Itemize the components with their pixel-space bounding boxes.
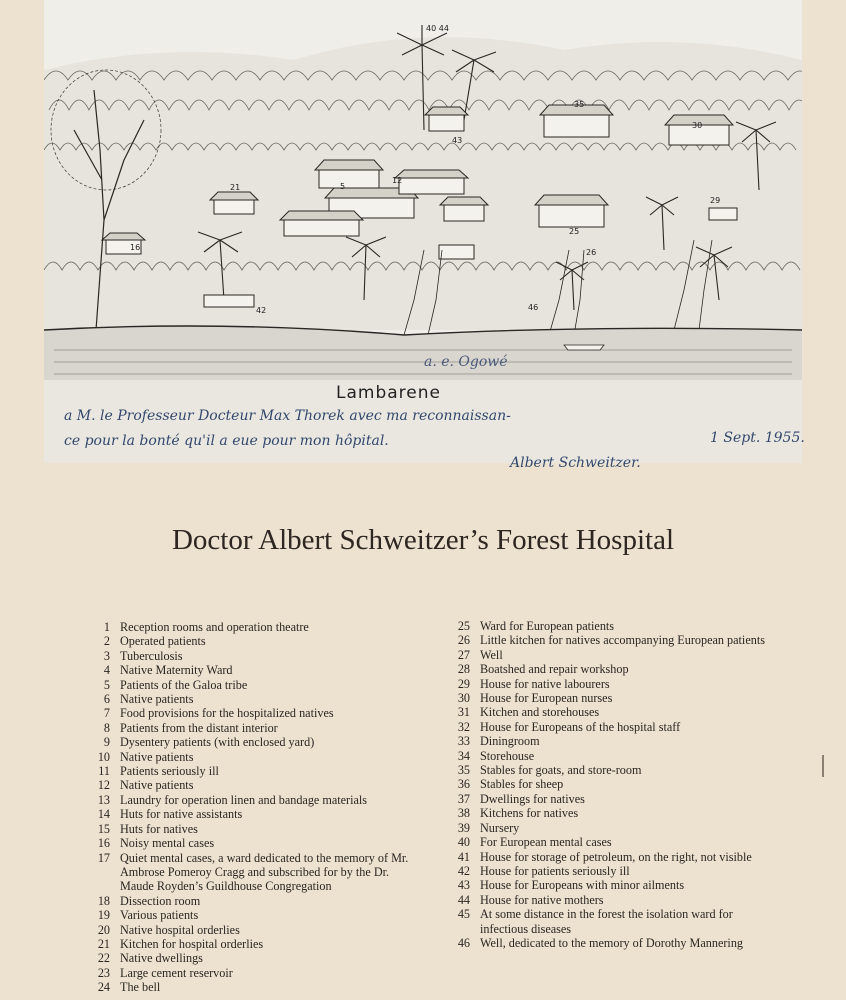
legend-text: Patients from the distant interior: [120, 720, 278, 735]
legend-text: Large cement reservoir: [120, 965, 233, 980]
legend-text: House for native mothers: [480, 892, 604, 907]
legend-text: Operated patients: [120, 634, 206, 649]
legend-item: [448, 835, 778, 849]
legend-item: [88, 764, 418, 778]
legend-text: Various patients: [120, 908, 199, 923]
legend-item: [448, 662, 778, 676]
legend-item: [448, 864, 778, 878]
legend-text: Patients of the Galoa tribe: [120, 677, 248, 692]
legend-item: [88, 937, 418, 951]
legend-number: 46: [457, 935, 470, 950]
legend-number: 18: [97, 893, 110, 908]
legend-text: Native Maternity Ward: [120, 663, 233, 678]
legend-text: House for native labourers: [480, 676, 610, 691]
legend-item: [448, 821, 778, 835]
legend-item: [448, 648, 778, 662]
legend-text: Well, dedicated to the memory of Dorothy Mannering: [480, 935, 744, 950]
legend-text: The bell: [120, 980, 161, 995]
handwritten-dedication: [0, 400, 846, 480]
legend-number: 40: [457, 835, 470, 850]
map-label-12: 12: [392, 176, 403, 185]
legend-item: [88, 923, 418, 937]
legend-number: 15: [97, 821, 110, 836]
map-label-46: 46: [528, 303, 539, 312]
dedication-signature: Albert Schweitzer.: [510, 455, 641, 471]
legend-text: Tuberculosis: [120, 648, 183, 663]
legend-item: [448, 806, 778, 820]
legend-text: Laundry for operation linen and bandage materials: [120, 792, 368, 807]
legend-text: Kitchen and storehouses: [480, 705, 600, 720]
legend-number: 25: [457, 619, 470, 633]
legend-item: [88, 980, 418, 994]
legend-left-column: [88, 620, 418, 995]
legend-item: [448, 633, 778, 647]
legend-number: 14: [97, 807, 110, 822]
legend-number: 35: [457, 763, 470, 778]
dedication-date: 1 Sept. 1955.: [710, 430, 805, 446]
legend-item: [88, 706, 418, 720]
map-label-29: 29: [710, 196, 721, 205]
legend-right-column: [448, 619, 778, 950]
legend-number: 41: [457, 849, 470, 864]
legend-number: 19: [97, 908, 110, 923]
legend-number: 29: [457, 676, 470, 691]
legend-number: 31: [457, 705, 470, 720]
legend-item: [88, 620, 418, 634]
legend-text: House for Europeans with minor ailments: [480, 878, 685, 893]
legend-text: Native patients: [120, 749, 194, 764]
map-label-35: 35: [574, 100, 585, 109]
legend-item: [448, 936, 778, 950]
legend-item: [448, 907, 778, 936]
legend-text: Diningroom: [480, 734, 540, 749]
legend-number: 17: [97, 850, 110, 865]
legend-number: 21: [97, 936, 110, 951]
legend-item: [448, 763, 778, 777]
legend-item: [88, 692, 418, 706]
legend-number: 32: [457, 719, 470, 734]
legend-number: 22: [97, 951, 110, 966]
legend-item: [88, 778, 418, 792]
margin-mark: [822, 755, 824, 777]
legend-item: [448, 878, 778, 892]
legend-text: For European mental cases: [480, 835, 612, 850]
legend-number: 9: [103, 735, 110, 750]
legend-number: 8: [103, 720, 110, 735]
legend-text: House for Europeans of the hospital staff: [480, 719, 681, 734]
legend-text: Stables for goats, and store-room: [480, 763, 642, 778]
legend-number: 2: [103, 634, 110, 649]
legend-text: Noisy mental cases: [120, 836, 215, 851]
legend-text: Boatshed and repair workshop: [480, 662, 629, 677]
legend-text: Dysentery patients (with enclosed yard): [120, 735, 315, 750]
legend-item: [448, 792, 778, 806]
map-label-30: 30: [692, 121, 703, 130]
legend-number: 28: [457, 662, 470, 677]
legend-item: [88, 894, 418, 908]
legend-text: House for patients seriously ill: [480, 863, 630, 878]
map-label-25: 25: [569, 227, 580, 236]
legend-number: 45: [457, 907, 470, 922]
legend-item: [448, 619, 778, 633]
legend-text: Native hospital orderlies: [120, 922, 240, 937]
legend-number: 5: [103, 677, 110, 692]
legend-text: Quiet mental cases, a ward dedicated to the memory of Mr. Ambrose Pomeroy Cragg and subscribed for by the Dr. Maude Royden’s Guildhouse Congregation: [120, 850, 409, 894]
legend-item: [88, 634, 418, 648]
legend-text: Dwellings for natives: [480, 791, 585, 806]
map-label-43: 43: [452, 136, 463, 145]
legend-text: Little kitchen for natives accompanying European patients: [480, 633, 765, 648]
legend-number: 44: [457, 892, 470, 907]
legend-item: [88, 678, 418, 692]
legend-number: 37: [457, 791, 470, 806]
legend-number: 23: [97, 965, 110, 980]
map-label-5: 5: [340, 182, 346, 191]
legend-text: Kitchen for hospital orderlies: [120, 936, 264, 951]
legend-number: 10: [97, 749, 110, 764]
legend-item: [448, 850, 778, 864]
legend-item: [88, 735, 418, 749]
dedication-line-1: a M. le Professeur Docteur Max Thorek avec ma reconnaissan-: [64, 408, 511, 424]
legend-item: [88, 951, 418, 965]
legend-text: Food provisions for the hospitalized natives: [120, 706, 334, 721]
legend-item: [88, 908, 418, 922]
legend-number: 6: [103, 692, 110, 707]
legend-item: [88, 822, 418, 836]
legend-item: [448, 705, 778, 719]
legend-number: 16: [97, 836, 110, 851]
dedication-line-2: ce pour la bonté qu'il a eue pour mon hôpital.: [64, 433, 389, 449]
legend-number: 38: [457, 806, 470, 821]
legend-text: Dissection room: [120, 893, 201, 908]
legend-text: Well: [480, 647, 503, 662]
legend-item: [88, 793, 418, 807]
legend-item: [88, 807, 418, 821]
legend-number: 26: [457, 633, 470, 648]
river-label: a. e. Ogowé: [424, 354, 508, 370]
legend-number: 34: [457, 748, 470, 763]
legend-item: [88, 836, 418, 850]
legend-number: 7: [103, 706, 110, 721]
legend-text: Huts for natives: [120, 821, 198, 836]
legend-number: 12: [97, 778, 110, 793]
legend-item: [88, 750, 418, 764]
legend-text: Huts for native assistants: [120, 807, 243, 822]
legend-number: 36: [457, 777, 470, 792]
legend-number: 27: [457, 647, 470, 662]
legend-item: [448, 777, 778, 791]
legend-number: 24: [97, 980, 110, 995]
legend-item: [448, 749, 778, 763]
legend-number: 20: [97, 922, 110, 937]
legend-item: [448, 720, 778, 734]
legend-text: Nursery: [480, 820, 520, 835]
legend-number: 42: [457, 863, 470, 878]
legend-text: Native patients: [120, 692, 194, 707]
legend-number: 4: [103, 663, 110, 678]
legend-item: [448, 677, 778, 691]
legend-number: 39: [457, 820, 470, 835]
legend-text: At some distance in the forest the isolation ward for infectious diseases: [480, 907, 733, 936]
legend-number: 33: [457, 734, 470, 749]
legend-number: 3: [103, 648, 110, 663]
legend-item: [88, 721, 418, 735]
legend-text: Native patients: [120, 778, 194, 793]
legend-item: [448, 734, 778, 748]
legend-text: Storehouse: [480, 748, 535, 763]
legend-number: 11: [98, 764, 110, 779]
legend-text: Kitchens for natives: [480, 806, 579, 821]
legend-item: [448, 691, 778, 705]
map-label-26: 26: [586, 248, 597, 257]
page-title: Doctor Albert Schweitzer’s Forest Hospital: [171, 524, 675, 556]
hospital-illustration: [44, 0, 802, 463]
plate-caption: Lambarene: [336, 383, 441, 403]
legend-number: 13: [97, 792, 110, 807]
legend-text: Patients seriously ill: [120, 764, 219, 779]
legend-text: Reception rooms and operation theatre: [120, 620, 309, 634]
legend-item: [88, 966, 418, 980]
legend-text: Ward for European patients: [480, 619, 615, 633]
legend-item: [448, 893, 778, 907]
map-label-42: 42: [256, 306, 267, 315]
legend-text: House for European nurses: [480, 691, 613, 706]
map-label-16: 16: [130, 243, 141, 252]
legend-text: Native dwellings: [120, 951, 203, 966]
legend-number: 43: [457, 878, 470, 893]
legend-text: Stables for sheep: [480, 777, 564, 792]
legend-item: [88, 663, 418, 677]
legend-text: House for storage of petroleum, on the right, not visible: [480, 849, 752, 864]
map-label-21: 21: [230, 183, 241, 192]
legend-number: 30: [457, 691, 470, 706]
legend-item: [88, 649, 418, 663]
legend-number: 1: [103, 620, 110, 634]
legend-item: [88, 851, 418, 894]
map-label-40-44: 40 44: [426, 24, 449, 33]
